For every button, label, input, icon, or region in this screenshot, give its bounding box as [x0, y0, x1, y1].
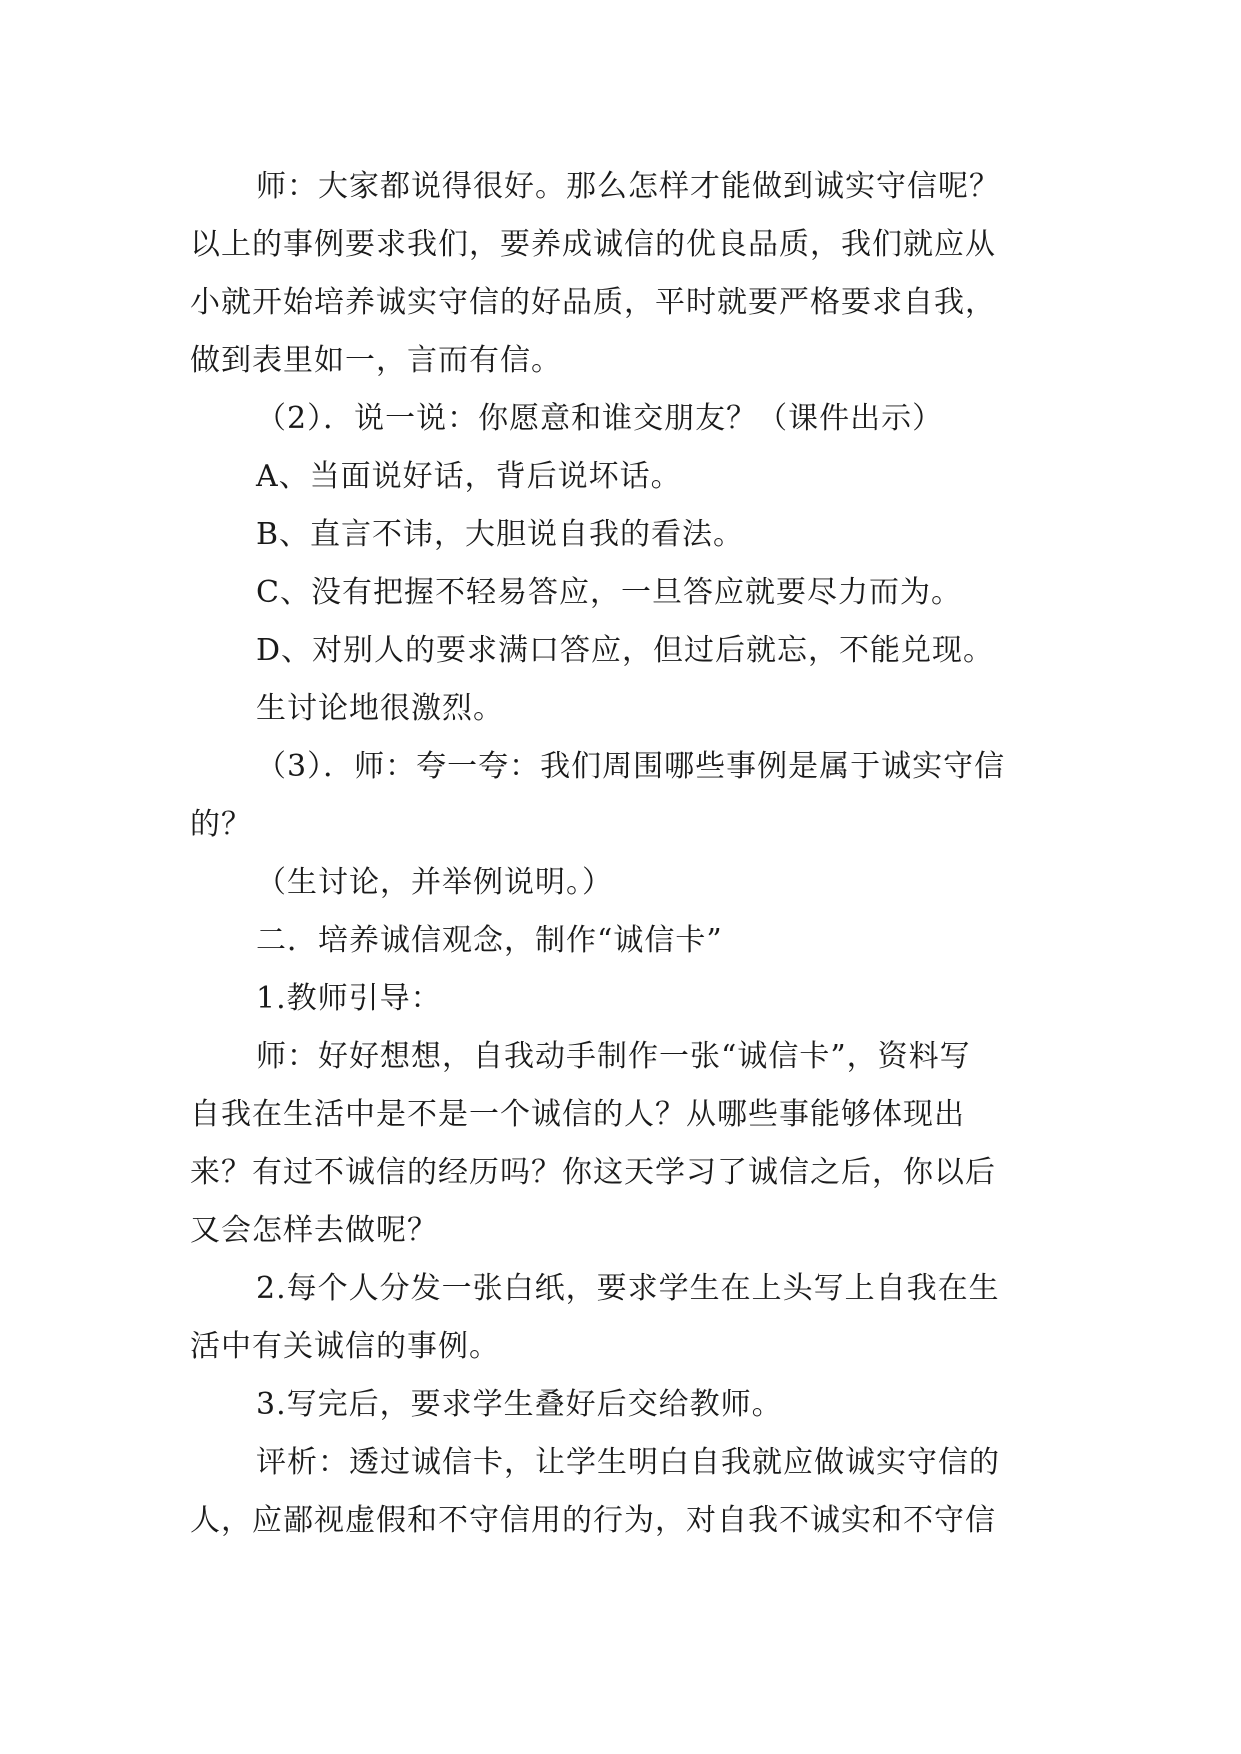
paragraph-line: 以上的事例要求我们，要养成诚信的优良品质，我们就应从 — [190, 227, 996, 262]
option-c: C、没有把握不轻易答应，一旦答应就要尽力而为。 — [256, 575, 962, 610]
option-a: A、当面说好话，背后说坏话。 — [256, 459, 682, 494]
paragraph-line: 评析：透过诚信卡，让学生明白自我就应做诚实守信的 — [256, 1445, 1000, 1480]
paragraph-line: 又会怎样去做呢？ — [190, 1213, 438, 1248]
paragraph-line: （2）．说一说：你愿意和谁交朋友？（课件出示） — [256, 401, 944, 436]
paragraph-line: 师：好好想想，自我动手制作一张“诚信卡”，资料写 — [256, 1039, 971, 1074]
paragraph-line: 自我在生活中是不是一个诚信的人？从哪些事能够体现出 — [190, 1097, 965, 1132]
paragraph-line: （3）．师：夸一夸：我们周围哪些事例是属于诚实守信 — [256, 749, 1006, 784]
step-heading: 1.教师引导： — [256, 981, 442, 1016]
option-b: B、直言不讳，大胆说自我的看法。 — [256, 517, 745, 552]
paragraph-line: 3.写完后，要求学生叠好后交给教师。 — [256, 1387, 783, 1422]
document-body — [190, 158, 1070, 1550]
paragraph-line: 活中有关诚信的事例。 — [190, 1329, 500, 1364]
paragraph-line: 的？ — [190, 807, 252, 842]
paragraph-line: 2.每个人分发一张白纸，要求学生在上头写上自我在生 — [256, 1271, 1000, 1306]
paragraph-line: 人，应鄙视虚假和不守信用的行为，对自我不诚实和不守信 — [190, 1503, 996, 1538]
paragraph-line: 生讨论地很激烈。 — [256, 691, 504, 726]
option-d: D、对别人的要求满口答应，但过后就忘，不能兑现。 — [256, 633, 995, 668]
section-heading: 二．培养诚信观念，制作“诚信卡” — [256, 923, 723, 958]
paragraph-line: 师：大家都说得很好。那么怎样才能做到诚实守信呢？ — [256, 169, 1000, 204]
paragraph-line: 做到表里如一，言而有信。 — [190, 343, 562, 378]
paragraph-line: 来？有过不诚信的经历吗？你这天学习了诚信之后，你以后 — [190, 1155, 996, 1190]
paragraph-line: 小就开始培养诚实守信的好品质，平时就要严格要求自我， — [190, 285, 996, 320]
paragraph-line: （生讨论，并举例说明。） — [256, 865, 613, 900]
